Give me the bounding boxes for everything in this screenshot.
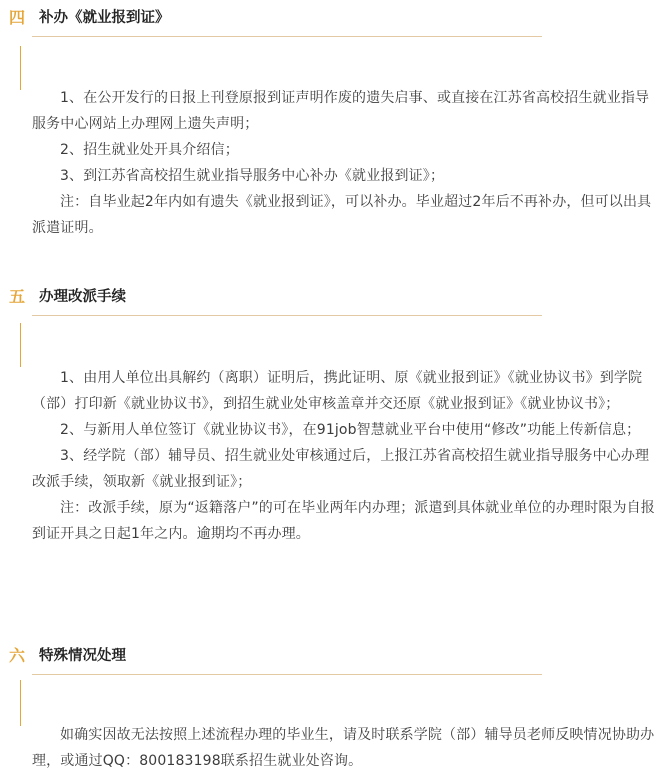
section-number: 四 <box>9 8 26 27</box>
section-heading <box>0 644 669 668</box>
paragraph: 注：改派手续，原为“返籍落户”的可在毕业两年内办理；派遣到具体就业单位的办理时限为自报到证开具之日起1年之内。逾期均不再办理。 <box>32 500 655 542</box>
section-body <box>32 365 662 547</box>
paragraph: 2、与新用人单位签订《就业协议书》，在91job智慧就业平台中使用“修改”功能上传新信息； <box>60 422 641 438</box>
section-title: 特殊情况处理 <box>39 648 126 664</box>
section-number: 五 <box>9 287 26 306</box>
section-number: 六 <box>9 646 26 665</box>
section-body <box>32 722 662 774</box>
section-5 <box>0 285 669 542</box>
section-title: 补办《就业报到证》 <box>39 10 170 26</box>
paragraph: 如确实因故无法按照上述流程办理的毕业生，请及时联系学院（部）辅导员老师反映情况协助办理，或通过QQ：800183198联系招生就业处咨询。 <box>32 727 655 769</box>
section-6 <box>0 644 669 769</box>
section-heading <box>0 6 669 30</box>
paragraph: 1、在公开发行的日报上刊登原报到证声明作废的遗失启事、或直接在江苏省高校招生就业指导服务中心网站上办理网上遗失声明； <box>32 90 650 132</box>
heading-underline <box>32 315 542 316</box>
heading-underline <box>32 36 542 37</box>
accent-vertical-bar <box>20 680 21 726</box>
heading-underline <box>32 674 542 675</box>
section-body <box>32 85 662 241</box>
paragraph: 2、招生就业处开具介绍信； <box>60 142 239 158</box>
accent-vertical-bar <box>20 46 21 90</box>
section-heading <box>0 285 669 309</box>
accent-vertical-bar <box>20 323 21 367</box>
section-title: 办理改派手续 <box>39 289 126 305</box>
paragraph: 注：自毕业起2年内如有遗失《就业报到证》，可以补办。毕业超过2年后不再补办，但可以出具派遣证明。 <box>32 194 652 236</box>
paragraph: 1、由用人单位出具解约（离职）证明后，携此证明、原《就业报到证》《就业协议书》到学院（部）打印新《就业协议书》，到招生就业处审核盖章并交还原《就业报到证》《就业协议书》； <box>32 370 643 412</box>
paragraph: 3、到江苏省高校招生就业指导服务中心补办《就业报到证》； <box>60 168 445 184</box>
paragraph: 3、经学院（部）辅导员、招生就业处审核通过后，上报江苏省高校招生就业指导服务中心办理改派手续，领取新《就业报到证》； <box>32 448 650 490</box>
section-4 <box>0 6 669 236</box>
